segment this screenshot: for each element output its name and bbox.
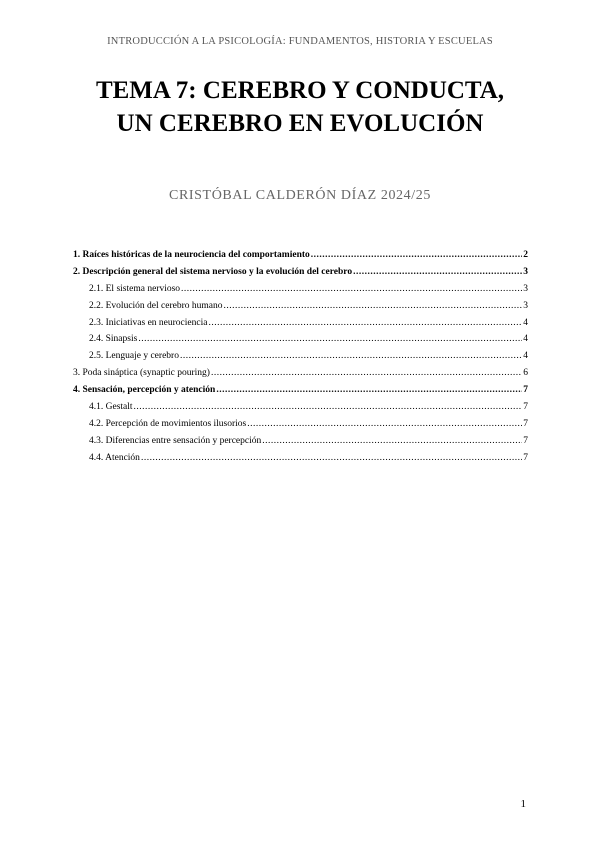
toc-leader-dots: [311, 250, 522, 260]
toc-entry-page: 2: [523, 250, 528, 260]
toc-entry-page: 4: [523, 317, 528, 328]
toc-entry-page: 4: [523, 334, 528, 345]
toc-entry-label: 2.1. El sistema nervioso: [89, 283, 181, 294]
table-of-contents: [73, 250, 528, 470]
toc-entry-label: 2.5. Lenguaje y cerebro: [89, 351, 179, 362]
toc-leader-dots: [134, 402, 523, 412]
toc-entry-page: 4: [523, 351, 528, 362]
toc-entry-label: 1. Raíces históricas de la neurociencia del comportamiento: [73, 250, 310, 260]
toc-entry[interactable]: [73, 453, 528, 470]
toc-entry-label: 4.1. Gestalt: [89, 402, 133, 413]
document-title: [0, 74, 600, 140]
toc-entry[interactable]: [73, 368, 528, 385]
toc-entry[interactable]: [73, 284, 528, 301]
toc-entry[interactable]: [73, 301, 528, 318]
toc-leader-dots: [216, 385, 522, 395]
toc-entry[interactable]: [73, 334, 528, 351]
toc-leader-dots: [180, 351, 522, 361]
toc-entry-page: 6: [523, 368, 528, 379]
toc-entry-page: 7: [523, 402, 528, 413]
toc-entry-label: 3. Poda sináptica (synaptic pouring): [73, 368, 210, 379]
toc-entry-label: 2.2. Evolución del cerebro humano: [89, 300, 223, 311]
toc-entry-label: 4.3. Diferencias entre sensación y percepción: [89, 435, 262, 446]
toc-entry[interactable]: [73, 250, 528, 267]
toc-entry[interactable]: [73, 267, 528, 284]
page-number: 1: [520, 798, 526, 810]
toc-entry-label: 2.3. Iniciativas en neurociencia: [89, 317, 208, 328]
toc-entry-label: 2. Descripción general del sistema nervioso y la evolución del cerebro: [73, 266, 353, 277]
toc-entry-label: 4.2. Percepción de movimientos ilusorios: [89, 418, 247, 429]
running-header: INTRODUCCIÓN A LA PSICOLOGÍA: FUNDAMENTOS, HISTORIA Y ESCUELAS: [107, 36, 493, 47]
toc-entry[interactable]: [73, 419, 528, 436]
toc-entry-page: 3: [523, 300, 528, 311]
toc-leader-dots: [181, 284, 522, 294]
toc-entry-label: 4.4. Atención: [89, 452, 140, 463]
toc-leader-dots: [138, 334, 522, 344]
toc-entry[interactable]: [73, 318, 528, 335]
toc-entry-page: 7: [523, 435, 528, 446]
toc-entry[interactable]: [73, 351, 528, 368]
toc-leader-dots: [247, 419, 522, 429]
toc-leader-dots: [224, 301, 523, 311]
toc-entry-label: 4. Sensación, percepción y atención: [73, 385, 216, 396]
toc-entry-page: 3: [523, 283, 528, 294]
toc-entry[interactable]: [73, 402, 528, 419]
title-line-2: UN CEREBRO EN EVOLUCIÓN: [116, 110, 484, 137]
toc-leader-dots: [208, 318, 522, 328]
toc-entry-page: 3: [523, 266, 528, 277]
title-line-1: TEMA 7: CEREBRO Y CONDUCTA,: [95, 77, 505, 104]
toc-entry[interactable]: [73, 436, 528, 453]
toc-entry-label: 2.4. Sinapsis: [89, 334, 138, 345]
author-line: CRISTÓBAL CALDERÓN DÍAZ 2024/25: [169, 188, 431, 203]
toc-entry-page: 7: [523, 385, 528, 396]
toc-leader-dots: [211, 368, 522, 378]
toc-leader-dots: [262, 436, 522, 446]
toc-leader-dots: [353, 267, 522, 277]
toc-entry-page: 7: [523, 418, 528, 429]
toc-entry-page: 7: [523, 452, 528, 463]
toc-entry[interactable]: [73, 385, 528, 402]
toc-leader-dots: [141, 453, 522, 463]
